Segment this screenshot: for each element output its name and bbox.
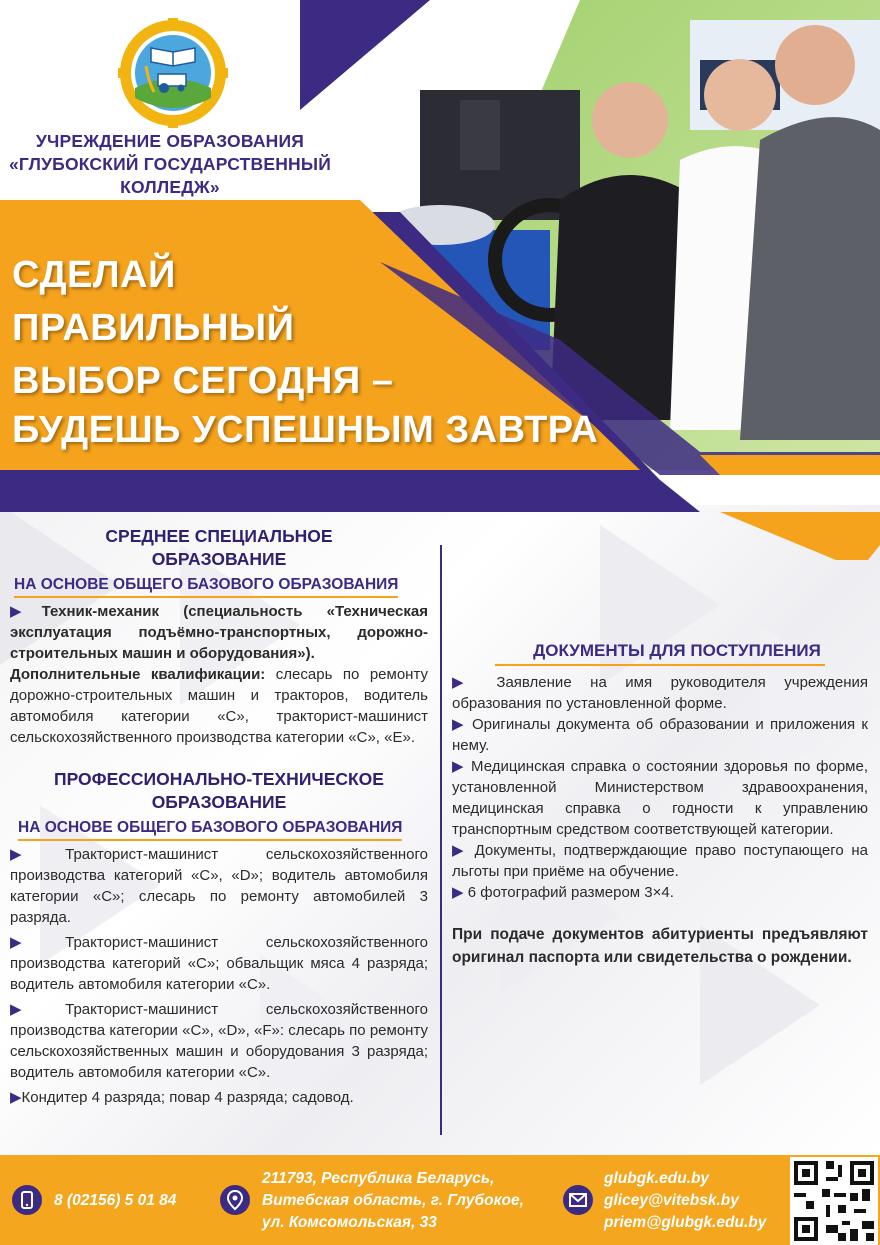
triangle-bullet-icon: ▶ — [10, 846, 66, 863]
email-link-2[interactable]: priem@glubgk.edu.by — [604, 1214, 767, 1231]
headline-line1: СДЕЛАЙ — [12, 254, 176, 296]
triangle-bullet-icon: ▶ — [452, 884, 464, 901]
section2-item2: ▶Тракторист-машинист сельскохозяйственного производства категорий «С»; обвальщик мяса 4 разряда; водитель автомобиля категории «С». — [10, 934, 428, 993]
passport-note: При подаче документов абитуриенты предъявляют оригинал паспорта или свидетельства о рождении. — [452, 926, 868, 966]
triangle-bullet-icon: ▶ — [452, 842, 467, 859]
doc-item3: ▶ Медицинская справка о состоянии здоровья по форме, установленной Министерством здравоохранения, медицинская справка о годности к управлению транспортным средством соответствующей категории. — [452, 758, 868, 838]
address-line3: ул. Комсомольская, 33 — [262, 1214, 437, 1231]
headline-line4: БУДЕШЬ УСПЕШНЫМ ЗАВТРА — [12, 409, 599, 451]
headline-line3: ВЫБОР СЕГОДНЯ – — [12, 360, 394, 402]
section2-subtitle: НА ОСНОВЕ ОБЩЕГО БАЗОВОГО ОБРАЗОВАНИЯ — [18, 818, 402, 841]
address-line2: Витебская область, г. Глубокое, — [262, 1192, 524, 1209]
doc-item5: ▶ 6 фотографий размером 3×4. — [452, 884, 674, 901]
section2-title-line2: ОБРАЗОВАНИЕ — [151, 792, 287, 812]
section1-extra-text: слесарь по ремонту дорожно-строительных машин и тракторов, водитель автомобиля категории «С», тракторист-машинист сельскохозяйственного производства категории «С», «Е». — [10, 666, 428, 746]
right-column — [452, 640, 868, 969]
org-name-line3: КОЛЛЕДЖ» — [120, 177, 220, 197]
triangle-bullet-icon: ▶ — [10, 603, 42, 620]
section1-title-line1: СРЕДНЕЕ СПЕЦИАЛЬНОЕ — [105, 526, 333, 546]
org-name-line1: УЧРЕЖДЕНИЕ ОБРАЗОВАНИЯ — [35, 131, 305, 151]
section1-title-line2: ОБРАЗОВАНИЕ — [151, 549, 287, 569]
doc-item1: ▶ Заявление на имя руководителя учреждения образования по установленной форме. — [452, 674, 868, 712]
college-logo — [118, 18, 228, 128]
section2-title-line1: ПРОФЕССИОНАЛЬНО-ТЕХНИЧЕСКОЕ — [54, 769, 384, 789]
left-column — [10, 525, 428, 1108]
mail-icon — [563, 1185, 593, 1215]
org-name-line2: «ГЛУБОКСКИЙ ГОСУДАРСТВЕННЫЙ — [9, 154, 331, 174]
column-divider — [440, 545, 442, 1135]
section2-item4: ▶Кондитер 4 разряда; повар 4 разряда; садовод. — [10, 1089, 354, 1106]
section2-item3: ▶Тракторист-машинист сельскохозяйственного производства категории «С», «D», «F»: слесарь по ремонту сельскохозяйственных машин и оборудования 3 разряда; водитель автомобиля категории «С». — [10, 1001, 428, 1081]
section1-item-text: Техник-механик (специальность «Техническая эксплуатация подъёмно-транспортных, дорожно-строительных машин и оборудования»). — [10, 603, 428, 662]
email-link-1[interactable]: glicey@vitebsk.by — [604, 1192, 739, 1209]
triangle-bullet-icon: ▶ — [452, 716, 466, 733]
triangle-bullet-icon: ▶ — [10, 934, 66, 951]
phone-icon — [12, 1185, 42, 1215]
section1-extra-label: Дополнительные квалификации: — [10, 666, 266, 683]
section1-item — [10, 601, 428, 664]
doc-item4: ▶ Документы, подтверждающие право поступающего на льготы при приёме на обучение. — [452, 842, 868, 880]
address-line1: 211793, Республика Беларусь, — [262, 1170, 495, 1187]
triangle-bullet-icon: ▶ — [452, 758, 466, 775]
triangle-bullet-icon: ▶ — [10, 1089, 22, 1106]
section1-extra — [10, 664, 428, 748]
headline-line2: ПРАВИЛЬНЫЙ — [12, 307, 295, 349]
section1-subtitle: НА ОСНОВЕ ОБЩЕГО БАЗОВОГО ОБРАЗОВАНИЯ — [14, 575, 398, 598]
location-pin-icon — [220, 1185, 250, 1215]
website-link[interactable]: glubgk.edu.by — [604, 1170, 710, 1187]
triangle-bullet-icon: ▶ — [452, 674, 478, 691]
triangle-bullet-icon: ▶ — [10, 1001, 66, 1018]
section2-item1: ▶Тракторист-машинист сельскохозяйственного производства категорий «С», «D»; водитель автомобиля категории «С»; слесарь по ремонту автомобилей 3 разряда. — [10, 846, 428, 926]
phone-number[interactable]: 8 (02156) 5 01 84 — [54, 1192, 177, 1209]
qr-code — [790, 1157, 878, 1245]
doc-item2: ▶ Оригиналы документа об образовании и приложения к нему. — [452, 716, 868, 754]
documents-title: ДОКУМЕНТЫ ДЛЯ ПОСТУПЛЕНИЯ — [495, 640, 825, 666]
